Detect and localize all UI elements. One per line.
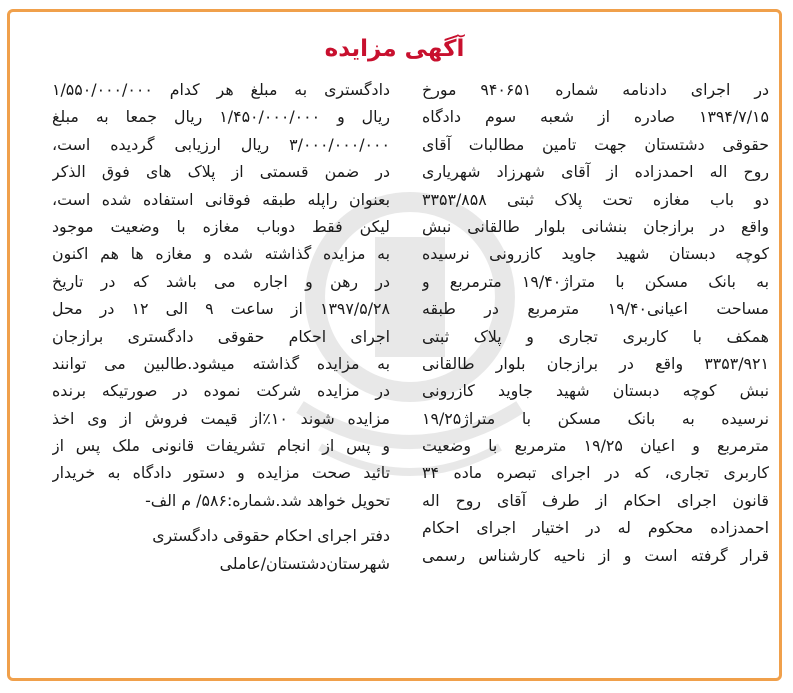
signature-line: شهرستان‌دشتستان/عاملی [219,553,390,573]
body-line: همکف با کاربری تجاری و پلاک ثبتی [422,326,769,346]
body-line: اجرای احکام حقوقی دادگستری برازجان [52,326,390,346]
body-line: قرار گرفته است و از ناحیه کارشناس رسمی [422,545,769,565]
body-line: در اجرای دادنامه شماره ۹۴۰۶۵۱ مورخ [422,80,769,99]
notice-body-left-column [52,76,390,577]
body-line: ریال و ۱/۴۵۰/۰۰۰/۰۰۰ ریال جمعا به مبلغ [52,107,390,127]
body-line: حقوقی دشتستان جهت تامین مطالبات آقای [422,134,769,154]
body-line: به مزایده گذاشته شده و مغازه ها هم اکنون [52,244,390,264]
body-line: در مزایده شرکت نموده در صورتیکه برنده [52,381,390,401]
body-line: نبش کوچه دبستان شهید جاوید کازرونی [422,381,769,401]
body-line: به بانک مسکن با متراژ۱۹/۴۰ مترمربع و [422,271,769,291]
body-line: قانون اجرای احکام از طرف آقای روح اله [422,490,769,510]
notice-body-right-column [422,76,769,569]
body-line: روح اله احمدزاده از آقای شهرزاد شهریاری [422,162,769,182]
body-line: مزایده شوند ۱۰٪از قیمت فروش از وی اخذ [52,408,390,428]
body-line: نرسیده به بانک مسکن با متراژ۱۹/۲۵ [422,408,769,428]
body-line: و پس از انجام تشریفات قانونی ملک پس از [52,436,390,456]
body-line: در رهن و اجاره می باشد که در تاریخ [52,271,390,291]
body-line: مساحت اعیانی۱۹/۴۰ مترمربع در طبقه [422,299,769,319]
body-line: ۱۳۹۷/۵/۲۸ از ساعت ۹ الی ۱۲ در محل [52,299,390,319]
body-line: کوچه دبستان شهید جاوید کازرونی نرسیده [422,244,769,264]
body-line: کاربری تجاری، که در اجرای تبصره ماده ۳۴ [422,463,769,483]
body-line: واقع در برازجان بنشانی بلوار طالقانی نبش [422,216,769,236]
body-line: لیکن فقط دوباب مغازه با وضعیت موجود [52,216,390,236]
body-line: ۳۳۵۳/۹۲۱ واقع در برازجان بلوار طالقانی [422,353,769,373]
notice-frame [7,9,782,681]
body-line: ۳/۰۰۰/۰۰۰/۰۰۰ ریال ارزیابی گردیده است، [52,134,390,154]
body-line: تحویل خواهد شد.شماره:۵۸۶/ م الف- [145,490,390,510]
body-line: احمدزاده محکوم له در اختیار اجرای احکام [422,518,769,538]
body-line: مترمربع و اعیان ۱۹/۲۵ مترمربع با وضعیت [422,436,769,456]
body-line: در ضمن قسمتی از پلاک های فوق الذکر [52,162,390,182]
signature-line: دفتر اجرای احکام حقوقی دادگستری [152,526,390,546]
notice-title: آگهی مزایده [324,36,465,62]
body-line: ۱۳۹۴/۷/۱۵ صادره از شعبه سوم دادگاه [422,107,769,127]
body-line: تائید صحت مزایده و دستور دادگاه به خریدار [52,463,390,483]
body-line: دو باب مغازه تحت پلاک ثبتی ۳۳۵۳/۸۵۸ [422,189,769,209]
body-line: بعنوان راپله طبقه فوقانی استفاده شده است، [52,189,390,209]
spacer [52,514,390,522]
body-line: به مزایده گذاشته میشود.طالبین می توانند [52,353,390,373]
body-line: دادگستری به مبلغ هر کدام ۱/۵۵۰/۰۰۰/۰۰۰ [52,80,390,99]
